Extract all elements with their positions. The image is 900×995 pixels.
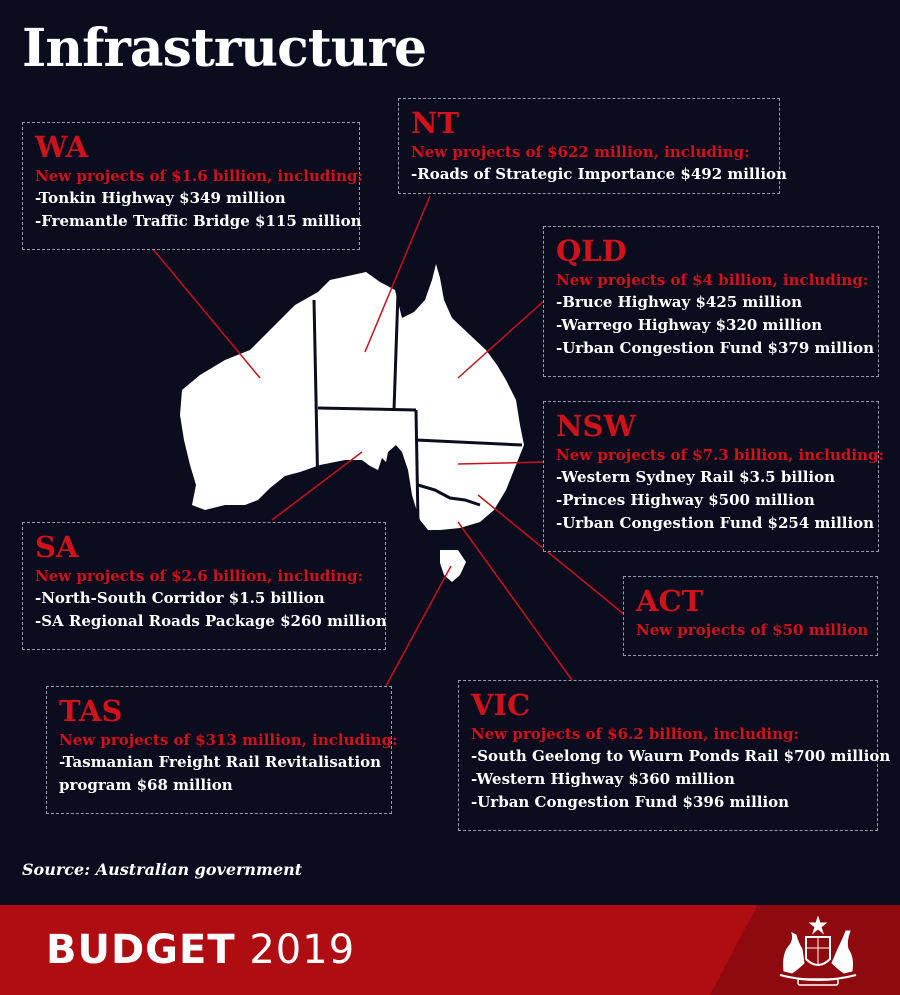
vic-item: -Urban Congestion Fund $396 million xyxy=(471,793,790,811)
sa-item: -SA Regional Roads Package $260 million xyxy=(35,612,387,630)
nt-callout xyxy=(398,98,787,194)
wa-item: -Fremantle Traffic Bridge $115 million xyxy=(35,212,362,230)
qld-name: QLD xyxy=(556,234,627,268)
nt-item: -Roads of Strategic Importance $492 million xyxy=(411,165,787,183)
nt-summary: New projects of $622 million, including: xyxy=(411,143,750,161)
sa-callout xyxy=(22,522,386,650)
wa-item: -Tonkin Highway $349 million xyxy=(35,189,286,207)
qld-item: -Urban Congestion Fund $379 million xyxy=(556,339,875,357)
sa-name: SA xyxy=(35,530,79,564)
tas-item: -Tasmanian Freight Rail Revitalisation program $68 million xyxy=(59,753,382,794)
footer-label-bold: BUDGET xyxy=(46,927,236,973)
qld-summary: New projects of $4 billion, including: xyxy=(556,271,869,289)
qld-callout xyxy=(543,226,879,377)
tasmania-shape xyxy=(440,550,466,582)
source-credit: Source: Australian government xyxy=(22,860,303,879)
wa-name: WA xyxy=(35,130,89,164)
sa-summary: New projects of $2.6 billion, including: xyxy=(35,567,364,585)
australia-mainland xyxy=(180,264,524,530)
qld-item: -Bruce Highway $425 million xyxy=(556,293,802,311)
footer-label-year: 2019 xyxy=(249,927,356,973)
nt-name: NT xyxy=(411,106,460,140)
vic-item: -Western Highway $360 million xyxy=(471,770,735,788)
nsw-item: -Princes Highway $500 million xyxy=(556,491,815,509)
footer-label xyxy=(46,927,355,973)
tas-callout xyxy=(46,686,398,814)
tas-name: TAS xyxy=(59,694,123,728)
page-title: Infrastructure xyxy=(22,18,427,79)
nsw-summary: New projects of $7.3 billion, including: xyxy=(556,446,885,464)
vic-summary: New projects of $6.2 billion, including: xyxy=(471,725,800,743)
vic-item: -South Geelong to Waurn Ponds Rail $700 million xyxy=(471,747,891,765)
tas-summary: New projects of $313 million, including: xyxy=(59,731,398,749)
act-summary: New projects of $50 million xyxy=(636,621,869,639)
coat-of-arms-icon xyxy=(768,913,868,991)
footer-banner xyxy=(0,905,900,995)
nsw-callout xyxy=(543,401,885,552)
vic-name: VIC xyxy=(471,688,531,722)
wa-summary: New projects of $1.6 billion, including: xyxy=(35,167,364,185)
sa-item: -North-South Corridor $1.5 billion xyxy=(35,589,325,607)
wa-callout xyxy=(22,122,364,250)
act-callout xyxy=(623,576,878,656)
qld-item: -Warrego Highway $320 million xyxy=(556,316,823,334)
nsw-name: NSW xyxy=(556,409,637,443)
vic-callout xyxy=(458,680,891,831)
nsw-item: -Urban Congestion Fund $254 million xyxy=(556,514,875,532)
nsw-item: -Western Sydney Rail $3.5 billion xyxy=(556,468,836,486)
act-name: ACT xyxy=(636,584,704,618)
